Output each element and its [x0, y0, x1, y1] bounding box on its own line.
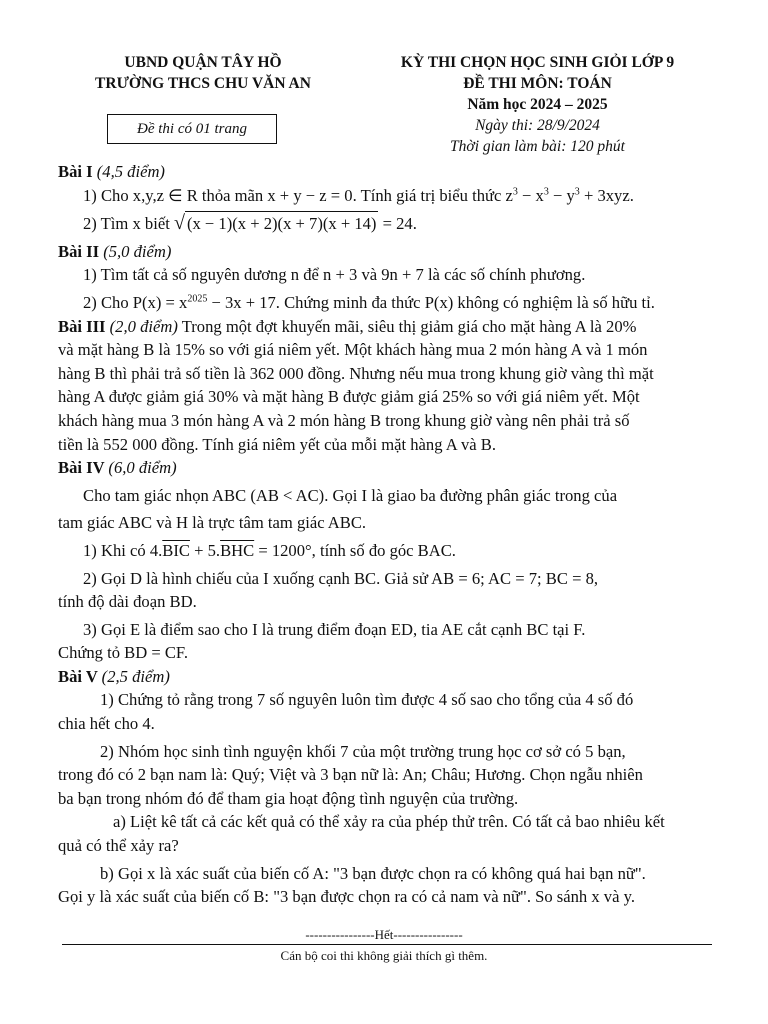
district-name: UBND QUẬN TÂY HỒ — [124, 54, 282, 71]
footer-divider — [62, 944, 712, 945]
bai2-q2-text: 2) Cho P(x) = x — [83, 292, 188, 312]
bai3-line2: và mặt hàng B là 15% so với giá niêm yết. Một khách hàng mua 2 món hàng A và 1 món — [58, 340, 648, 360]
page-count-note: Đề thi có 01 trang — [107, 114, 277, 144]
bai5-q1-line2: chia hết cho 4. — [58, 714, 155, 734]
bai5-qb-line2: Gọi y là xác suất của biến cố B: "3 bạn được chọn ra có cả nam và nữ". So sánh x và y. — [58, 887, 635, 907]
bai5-qa-line2: quả có thể xảy ra? — [58, 836, 179, 856]
bai3-line6: tiền là 552 000 đồng. Tính giá niêm yết của mỗi mặt hàng A và B. — [58, 434, 496, 454]
bai1-title: Bài I — [58, 162, 93, 181]
exponent: 3 — [574, 186, 580, 198]
bai1-q2-text: 2) Tìm x biết — [83, 214, 170, 234]
bai1-q1-term: − x — [517, 185, 544, 205]
bai4-q2-line2: tính độ dài đoạn BD. — [58, 592, 197, 612]
sqrt-icon: √ — [173, 212, 185, 235]
bai3-line3: hàng B thì phải trả số tiền là 362 000 đồng. Nhưng nếu mua trong khung giờ vàng thì mặt — [58, 363, 654, 383]
bai2-q1: 1) Tìm tất cả số nguyên dương n để n + 3 và 9n + 7 là các số chính phương. — [83, 265, 586, 285]
end-mark: ----------------Hết---------------- — [305, 927, 463, 942]
bai2-points: (5,0 điểm) — [103, 241, 172, 261]
bai2-heading — [58, 240, 728, 264]
bai2-q2 — [58, 291, 728, 315]
bai4-q1 — [58, 539, 728, 563]
bai1-q2-eq: = 24. — [378, 214, 417, 234]
exponent: 3 — [512, 186, 518, 198]
exponent: 3 — [543, 186, 549, 198]
bai1-q1-term: + 3xyz. — [579, 185, 634, 205]
bai2-title: Bài II — [58, 241, 100, 261]
school-name: TRƯỜNG THCS CHU VĂN AN — [95, 75, 311, 92]
exponent: 2025 — [187, 293, 208, 305]
bai4-heading — [58, 456, 728, 480]
exam-date: Ngày thi: 28/9/2024 — [475, 117, 600, 134]
bai1-q1-term: − y — [548, 185, 575, 205]
bai5-title: Bài V — [58, 666, 98, 686]
bai1-q1 — [58, 184, 728, 208]
angle-bhc: $\overline{BHC}$ — [220, 540, 255, 560]
bai1-q1-text: 1) Cho x,y,z ∈ R thỏa mãn x + y − z = 0. Tính giá trị biểu thức z — [83, 185, 513, 205]
bai3-line4: hàng A được giảm giá 30% và mặt hàng B được giảm giá 25% so với giá niêm yết. Một — [58, 387, 640, 407]
bai5-heading — [58, 665, 728, 689]
header-left — [68, 52, 338, 94]
bai5-qb-line1: b) Gọi x là xác suất của biến cố A: "3 bạn được chọn ra có không quá hai bạn nữ". — [100, 863, 646, 883]
bai4-q3-line1: 3) Gọi E là điểm sao cho I là trung điểm đoạn ED, tia AE cắt cạnh BC tại F. — [83, 619, 586, 639]
header-right — [365, 52, 710, 157]
bai5-q2-line3: ba bạn trong nhóm đó để tham gia hoạt động tình nguyện của trường. — [58, 788, 519, 808]
bai4-q1-text: 1) Khi có 4. — [83, 540, 163, 560]
bai4-intro2: tam giác ABC và H là trực tâm tam giác ABC. — [58, 513, 367, 533]
exam-title: KỲ THI CHỌN HỌC SINH GIỎI LỚP 9 — [400, 54, 675, 71]
bai5-points: (2,5 điểm) — [101, 666, 170, 686]
bai3-title: Bài III — [58, 316, 106, 336]
bai3-line5: khách hàng mua 3 món hàng A và 2 món hàng B trong khung giờ vàng nên phải trả số — [58, 410, 630, 430]
proctor-note: Cán bộ coi thi không giải thích gì thêm. — [280, 948, 488, 963]
bai4-intro1: Cho tam giác nhọn ABC (AB < AC). Gọi I là giao ba đường phân giác trong của — [83, 485, 618, 505]
bai1-q2-radicand: (x − 1)(x + 2)(x + 7)(x + 14) — [185, 211, 379, 236]
bai1-points: (4,5 điểm) — [96, 162, 165, 181]
bai4-q2-line1: 2) Gọi D là hình chiếu của I xuống cạnh BC. Giả sử AB = 6; AC = 7; BC = 8, — [83, 568, 599, 588]
bai4-q1-text: = 1200°, tính số đo góc BAC. — [254, 540, 456, 560]
bai3-points: (2,0 điểm) — [109, 316, 178, 336]
bai4-q1-text: + 5. — [189, 540, 221, 560]
exam-duration: Thời gian làm bài: 120 phút — [450, 138, 625, 155]
bai3-text: Trong một đợt khuyến mãi, siêu thị giảm giá cho mặt hàng A là 20% — [177, 316, 637, 336]
bai1-heading — [58, 160, 728, 184]
bai4-points: (6,0 điểm) — [108, 458, 177, 478]
bai2-q2-text: − 3x + 17. Chứng minh đa thức P(x) không có nghiệm là số hữu tỉ. — [207, 292, 655, 312]
school-year: Năm học 2024 – 2025 — [467, 96, 608, 113]
bai5-q2-line1: 2) Nhóm học sinh tình nguyện khối 7 của một trường trung học cơ sở có 5 bạn, — [100, 741, 626, 761]
bai4-q3-line2: Chứng tỏ BD = CF. — [58, 643, 188, 663]
exam-content — [58, 160, 728, 909]
bai5-qa-line1: a) Liệt kê tất cả các kết quả có thể xảy ra của phép thử trên. Có tất cả bao nhiêu kết — [113, 812, 665, 832]
bai3-line1 — [58, 315, 728, 339]
bai4-title: Bài IV — [58, 458, 105, 478]
bai5-q2-line2: trong đó có 2 bạn nam là: Quý; Việt và 3 bạn nữ là: An; Châu; Hương. Chọn ngẫu nhiên — [58, 765, 643, 785]
bai1-q2 — [58, 211, 728, 236]
exam-subject: ĐỀ THI MÔN: TOÁN — [463, 75, 612, 92]
bai5-q1-line1: 1) Chứng tỏ rằng trong 7 số nguyên luôn tìm được 4 số sao cho tổng của 4 số đó — [100, 690, 634, 710]
angle-bic: $\overline{BIC}$ — [162, 540, 190, 560]
